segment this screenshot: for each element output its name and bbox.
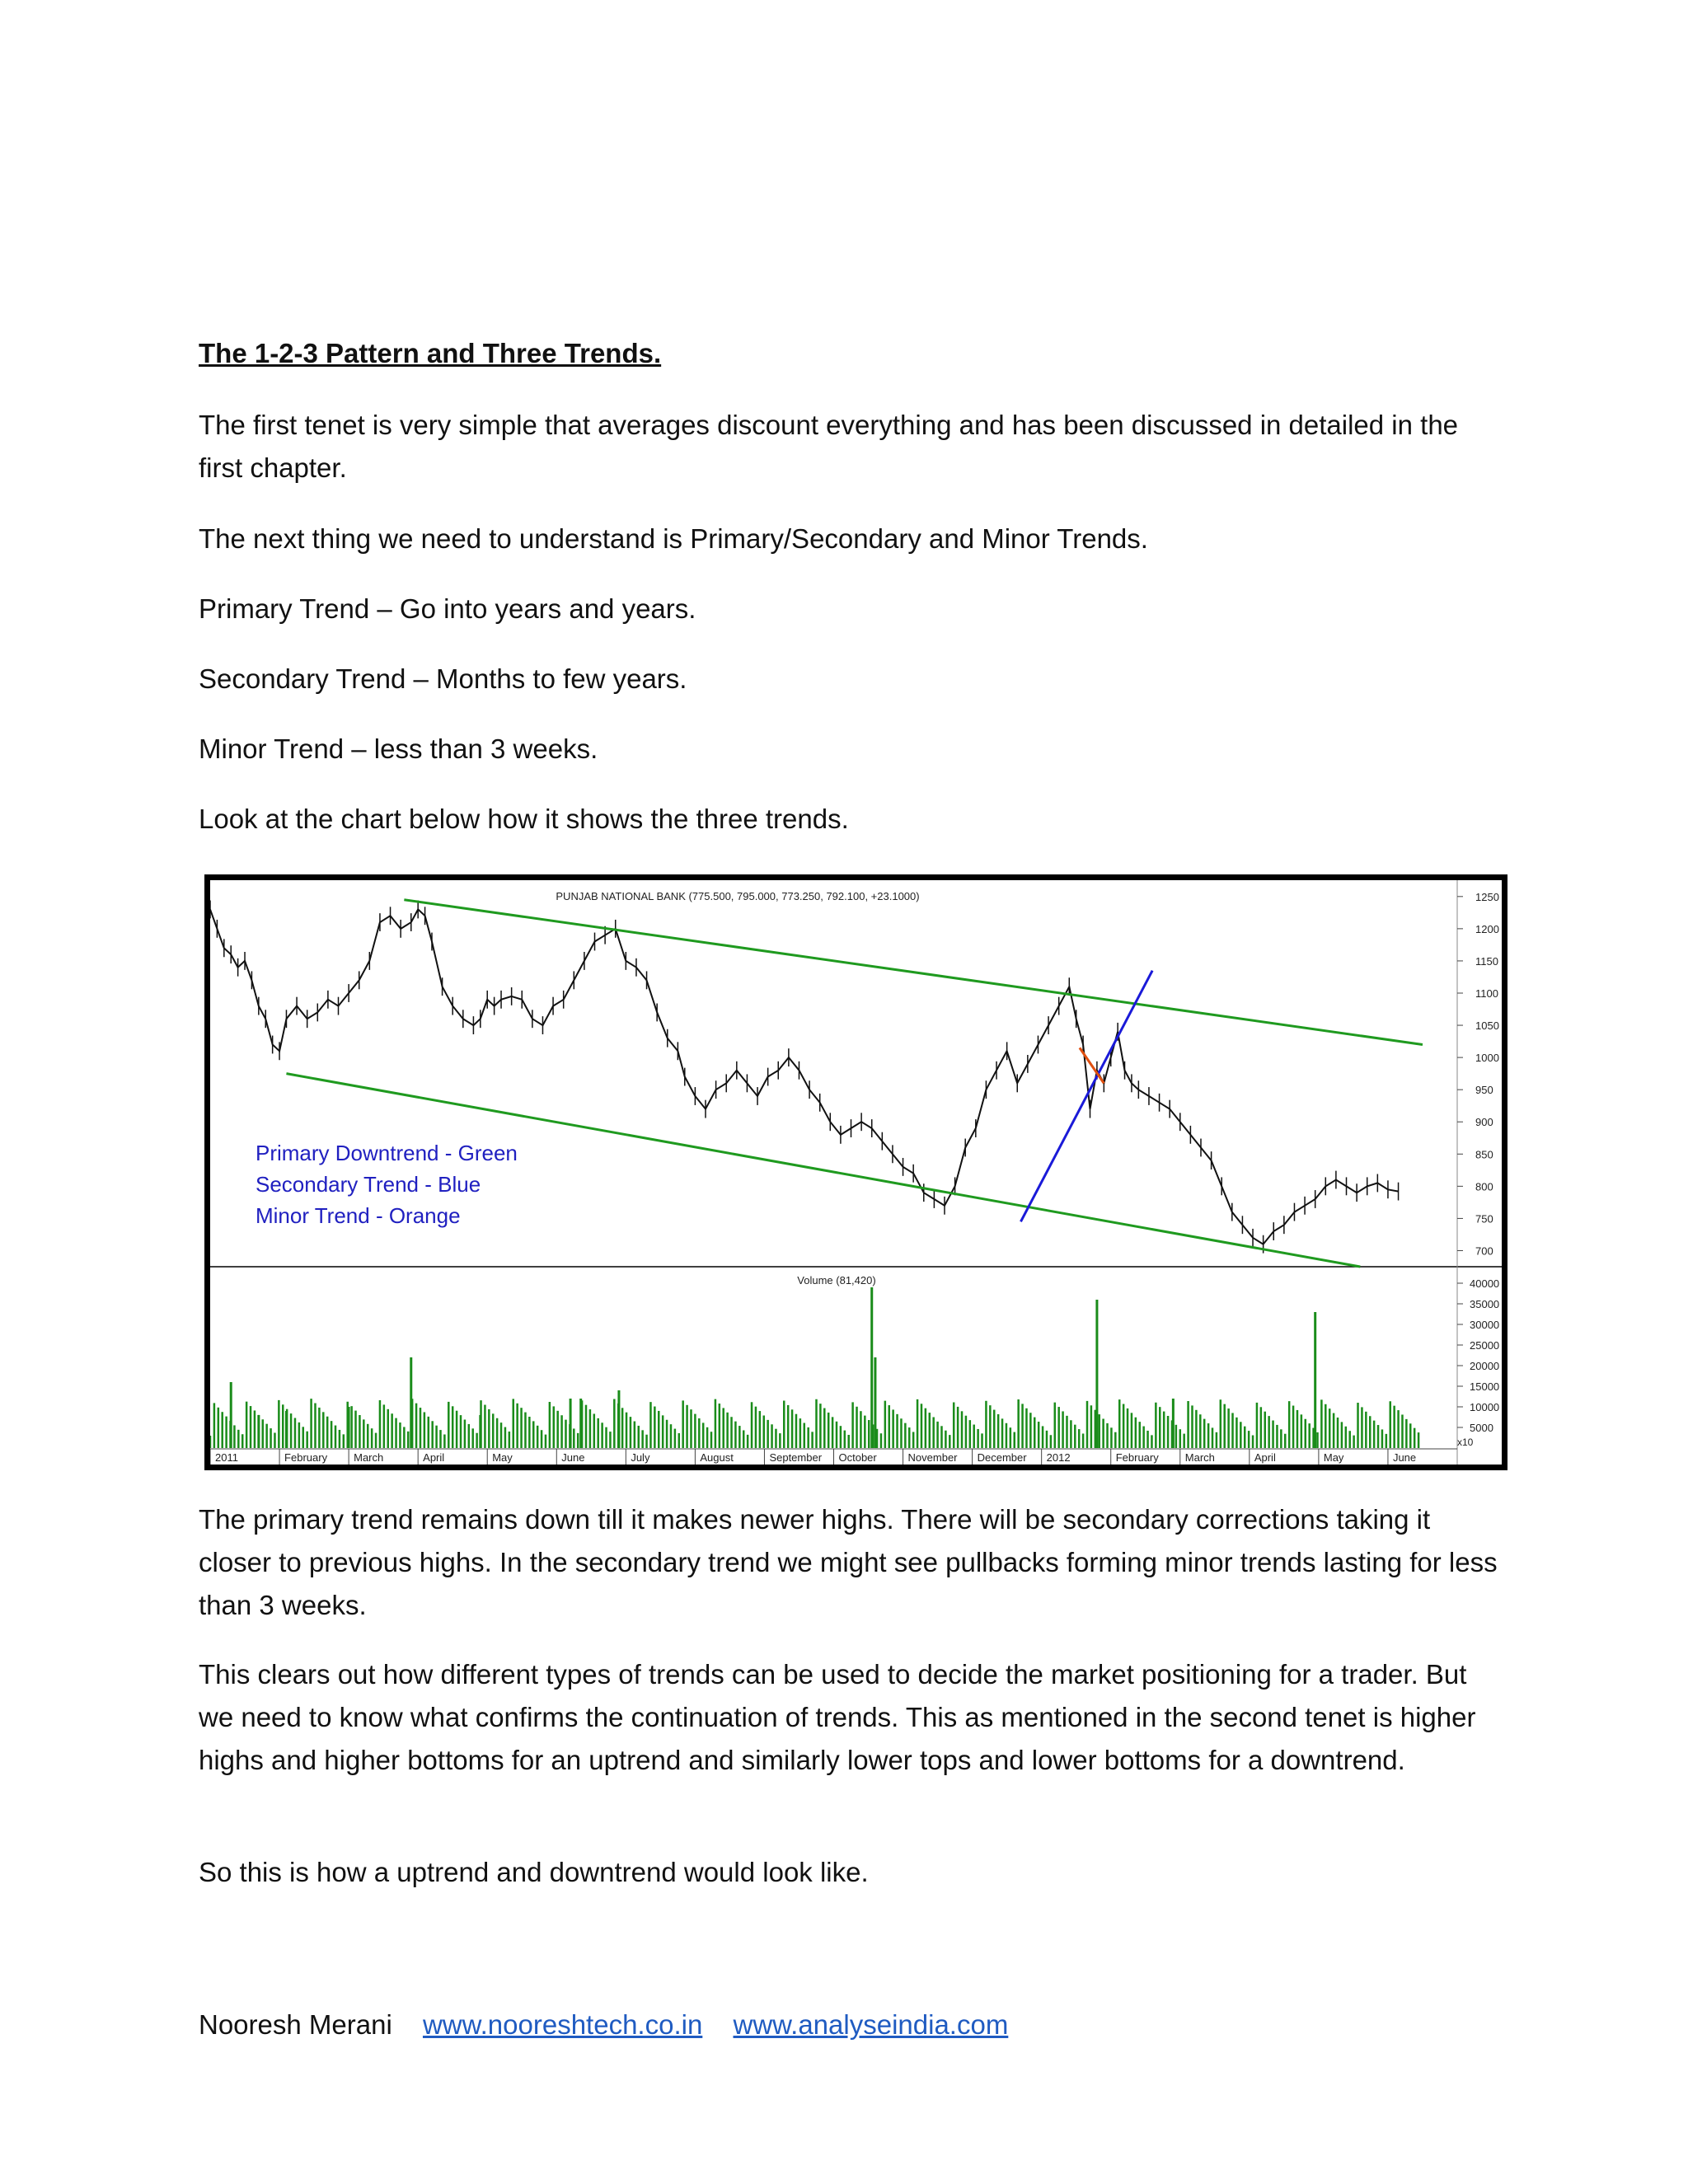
x-tick-label: March: [354, 1451, 384, 1464]
legend-entry: Primary Downtrend - Green: [256, 1141, 518, 1165]
legend-entry: Minor Trend - Orange: [256, 1203, 461, 1228]
price-tick-label: 1150: [1475, 954, 1498, 968]
x-tick-label: 2012: [1046, 1451, 1071, 1464]
chart-canvas: [210, 880, 1502, 1465]
x-tick-label: April: [1254, 1451, 1276, 1464]
paragraph-primary-trend: Primary Trend – Go into years and years.: [199, 593, 696, 624]
volume-title: Volume (81,420): [797, 1274, 876, 1286]
price-tick-label: 900: [1475, 1116, 1493, 1129]
x-tick-label: December: [977, 1451, 1027, 1464]
price-tick-label: 1100: [1475, 987, 1498, 1000]
trendline: [404, 900, 1423, 1045]
x-tick-label: June: [561, 1451, 585, 1464]
volume-tick-label: 25000: [1470, 1339, 1500, 1352]
x-tick-label: 2011: [215, 1451, 238, 1464]
x-tick-label: August: [700, 1451, 734, 1464]
price-tick-label: 1000: [1475, 1052, 1499, 1065]
trendline: [1080, 1047, 1104, 1083]
paragraph-chart-intro: Look at the chart below how it shows the three trends.: [199, 804, 849, 834]
paragraph-uptrend-downtrend: So this is how a uptrend and downtrend would look like.: [199, 1857, 869, 1887]
volume-tick-label: 35000: [1470, 1298, 1500, 1310]
price-tick-label: 1050: [1475, 1019, 1499, 1033]
price-tick-label: 850: [1475, 1148, 1493, 1161]
x-tick-label: February: [284, 1451, 328, 1464]
chart-title: PUNJAB NATIONAL BANK (775.500, 795.000, 773.250, 792.100, +23.1000): [556, 890, 920, 902]
footer-link-analyseindia[interactable]: www.analyseindia.com: [733, 2009, 1009, 2040]
volume-tick-label: 40000: [1470, 1277, 1500, 1290]
x-tick-label: November: [907, 1451, 958, 1464]
x-tick-label: October: [838, 1451, 877, 1464]
paragraph-primary-trend-explained: The primary trend remains down till it makes newer highs. There will be secondary corrections taking it closer to previous highs. In the secondary trend we might see pullbacks forming minor trends lasting for less than 3 weeks.: [199, 1504, 1498, 1620]
paragraph-secondary-trend: Secondary Trend – Months to few years.: [199, 663, 687, 694]
trendline: [286, 1074, 1360, 1267]
page-footer: [199, 2009, 1008, 2041]
paragraph-first-tenet: The first tenet is very simple that averages discount everything and has been discussed in detailed in the first chapter.: [199, 410, 1459, 483]
x-tick-label: May: [1323, 1451, 1344, 1464]
x-tick-label: July: [631, 1451, 650, 1464]
paragraph-minor-trend: Minor Trend – less than 3 weeks.: [199, 733, 598, 764]
price-tick-label: 700: [1475, 1244, 1493, 1258]
volume-tick-label: 10000: [1470, 1401, 1500, 1413]
x-tick-label: May: [492, 1451, 513, 1464]
price-tick-label: 800: [1475, 1180, 1493, 1193]
paragraph-trends-intro: The next thing we need to understand is Primary/Secondary and Minor Trends.: [199, 523, 1148, 554]
footer-author: Nooresh Merani: [199, 2009, 392, 2040]
price-tick-label: 1250: [1475, 890, 1499, 903]
x-tick-label: April: [423, 1451, 445, 1464]
trendline: [1020, 971, 1152, 1222]
price-tick-label: 1200: [1475, 922, 1499, 935]
volume-tick-label: 5000: [1470, 1422, 1493, 1434]
paragraph-trend-confirmation: This clears out how different types of trends can be used to decide the market positioning for a trader. But we need to know what confirms the continuation of trends. This as mentioned in the second tenet is higher highs and higher bottoms for an uptrend and similarly lower tops and lower bottoms for a downtrend.: [199, 1659, 1476, 1775]
volume-tick-label: 30000: [1470, 1319, 1500, 1331]
volume-tick-label: 20000: [1470, 1360, 1500, 1372]
price-tick-label: 750: [1475, 1212, 1493, 1226]
stock-chart: [204, 874, 1507, 1470]
footer-link-nooreshtech[interactable]: www.nooreshtech.co.in: [422, 2009, 703, 2040]
x-tick-label: June: [1392, 1451, 1417, 1464]
section-heading: The 1-2-3 Pattern and Three Trends.: [199, 338, 662, 368]
volume-multiplier-label: x10: [1457, 1436, 1474, 1448]
x-tick-label: February: [1115, 1451, 1159, 1464]
legend-entry: Secondary Trend - Blue: [256, 1172, 481, 1197]
volume-tick-label: 15000: [1470, 1380, 1500, 1393]
x-tick-label: September: [769, 1451, 823, 1464]
x-tick-label: March: [1184, 1451, 1215, 1464]
price-tick-label: 950: [1475, 1084, 1493, 1097]
